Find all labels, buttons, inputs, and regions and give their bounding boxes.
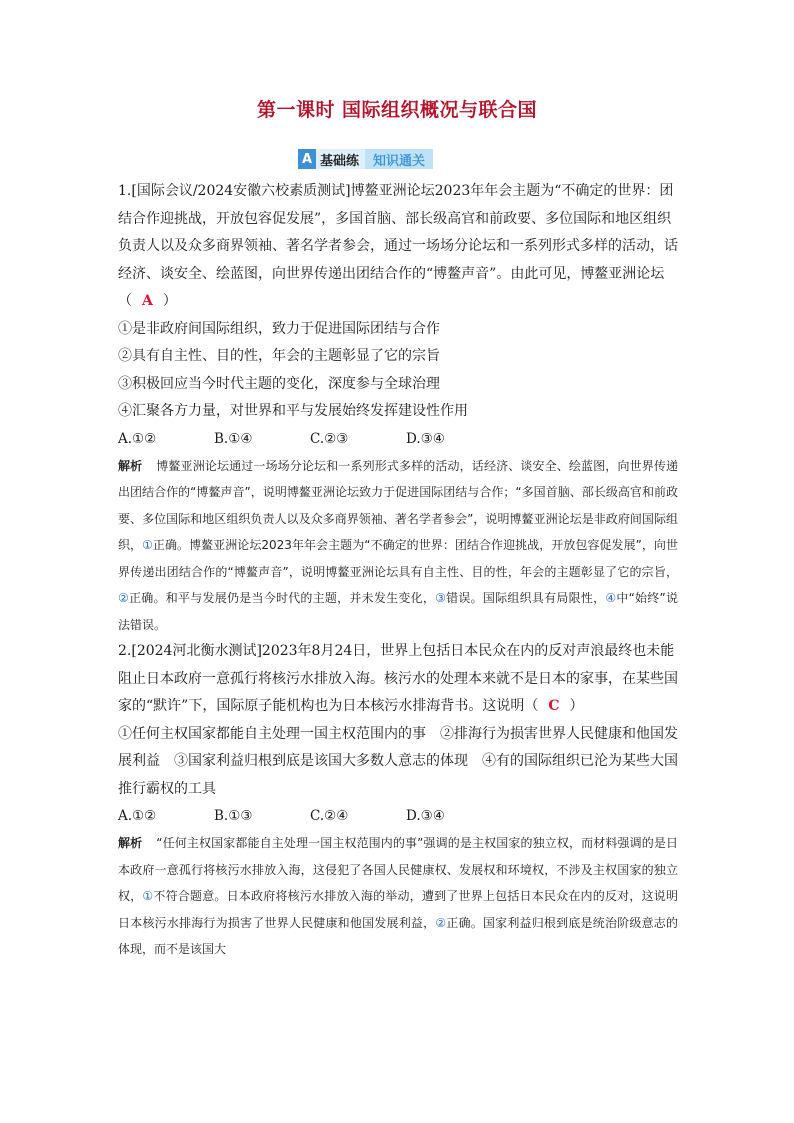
q2-mark: ① (142, 889, 154, 903)
question-1-answer: A (142, 293, 153, 309)
q1-explanation-label: 解析 (118, 458, 143, 473)
q1-option-2: ②具有自主性、目的性，年会的主题彰显了它的宗旨 (118, 348, 440, 364)
q1-option-1: ①是非政府间国际组织，致力于促进国际团结与合作 (118, 320, 440, 337)
q1-choice-b: B.①④ (214, 430, 253, 447)
q1-choice-a: A.①② (118, 430, 157, 447)
banner-sub: 知识通关 (365, 149, 433, 169)
q2-choices (118, 803, 678, 830)
q1-mark: ① (142, 538, 153, 552)
q2-explanation-text: “任何主权国家都能自主处理一国主权范围内的事”强调的是主权国家的独立权，而材料强调的是日本政府一意孤行将核污水排放入海，这侵犯了各国人民健康权、发展权和环境权，不涉及主权国家的独立权， (118, 836, 678, 903)
q2-choice-a: A.①② (118, 808, 157, 824)
banner-lead: 基础练 (316, 149, 365, 169)
q1-mark: ④ (605, 591, 617, 605)
q2-explanation (118, 830, 678, 963)
q2-mark: ② (435, 915, 447, 930)
section-banner (298, 149, 433, 169)
q2-explanation-text: 不符合题意。日本政府将核污水排放入海的举动，遭到了世界上包括日本民众在内的反对，这说明日本核污水排海行为损害了世界人民健康和他国发展利益， (118, 889, 678, 930)
question-1 (118, 178, 678, 316)
q1-option-3: ③积极回应当今时代主题的变化，深度参与全球治理 (118, 375, 440, 392)
q1-mark: ③ (435, 591, 447, 605)
question-2 (118, 638, 678, 721)
q1-option-4: ④汇聚各方力量，对世界和平与发展始终发挥建设性作用 (118, 403, 468, 419)
question-2-answer: C (548, 698, 560, 714)
question-2-stem: 2.[2024河北衡水测试]2023年8月24日，世界上包括日本民众在内的反对声浪最终也未能阻止日本政府一意孤行将核污水排放入海。核污水的处理本来就不是日本的家事，在某些国家的“默许”下，国际原子能机构也为日本核污水排海背书。这说明（ (118, 643, 678, 714)
q1-explanation-text: 正确。和平与发展仍是当今时代的主题，并未发生变化， (129, 591, 436, 605)
q2-options: ①任何主权国家都能自主处理一国主权范围内的事 ②排海行为损害世界人民健康和他国发展利益 ③国家利益归根到底是该国大多数人意志的体现 ④有的国际组织已沦为某些大国推行霸权的工具 (118, 725, 678, 797)
q2-choice-b: B.①③ (214, 808, 253, 824)
q1-choice-c: C.②③ (310, 430, 349, 447)
banner-letter: A (298, 149, 316, 169)
q1-explanation (118, 453, 678, 639)
q2-choice-c: C.②④ (310, 808, 349, 824)
q1-explanation-text: 正确。博鳌亚洲论坛2023年年会主题为“不确定的世界：团结合作迎挑战，开放包容促发展”，向世界传递出团结合作的“博鳌声音”，说明博鳌亚洲论坛具有自主性、目的性，年会的主题彰显了它的宗旨， (118, 538, 678, 579)
q1-explanation-text: 博鳌亚洲论坛通过一场场分论坛和一系列形式多样的活动，话经济、谈安全、绘蓝图，向世界传递出团结合作的“博鳌声音”，说明博鳌亚洲论坛致力于促进国际团结与合作；“多国首脑、部长级高官和前政要、多位国际和地区组织负责人以及众多商界领袖、著名学者参会”，说明博鳌亚洲论坛是非政府间国际组织， (118, 458, 678, 552)
q2-choice-d: D.③④ (406, 808, 445, 824)
question-1-stem: 1.[国际会议/2024安徽六校素质测试]博鳌亚洲论坛2023年年会主题为“不确定的世界：团结合作迎挑战，开放包容促发展”，多国首脑、部长级高官和前政要、多位国际和地区组织负责人以及众多商界领袖、著名学者参会，通过一场场分论坛和一系列形式多样的活动，话经济、谈安全、绘蓝图，向世界传递出团结合作的“博鳌声音”。由此可见，博鳌亚洲论坛（ (118, 183, 678, 309)
question-1-close: ） (162, 293, 177, 309)
content (118, 178, 678, 963)
q1-choices (118, 426, 678, 453)
q2-explanation-label: 解析 (118, 836, 143, 850)
q2-explanation-text: 正确。国家利益归根到底是统治阶级意志的体现，而不是该国大 (118, 915, 678, 956)
q1-explanation-text: 错误。国际组织具有局限性， (446, 591, 606, 605)
q1-mark: ② (118, 591, 130, 605)
q1-explanation-text: 中“始终”说法错误。 (118, 591, 678, 632)
question-2-close: ） (569, 698, 584, 714)
page-title: 第一课时 国际组织概况与联合国 (256, 99, 538, 121)
q1-choice-d: D.③④ (406, 430, 445, 447)
